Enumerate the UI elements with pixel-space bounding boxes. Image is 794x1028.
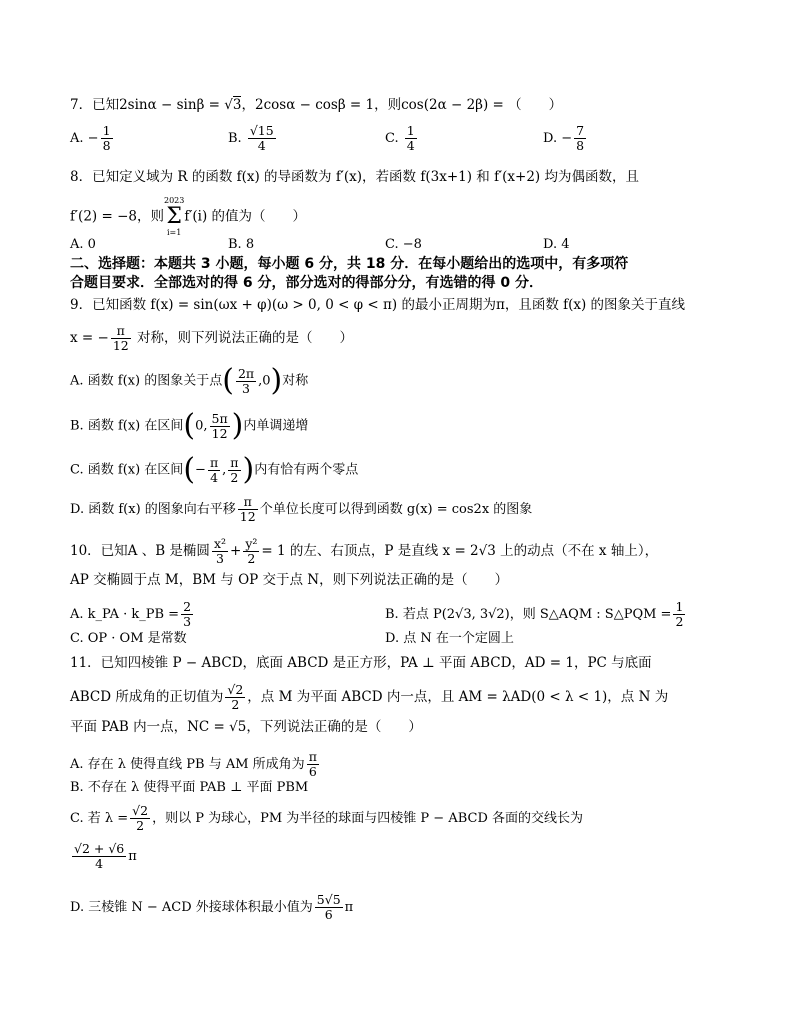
q8-option-c: C. −8 [385, 237, 422, 252]
denominator: 2 [231, 697, 240, 712]
denominator: 6 [308, 764, 317, 779]
option-text: π [128, 849, 137, 864]
fraction [130, 804, 150, 833]
sum-upper: 2023 [163, 196, 185, 205]
q11-line2-post: ，点 M 为平面 ABCD 内一点，且 AM = λAD(0 < λ < 1)，点 N 为 [247, 689, 669, 705]
q7-option-c [385, 124, 419, 153]
denominator: 3 [183, 614, 192, 629]
option-text: 内单调递增 [243, 418, 309, 434]
q7-prefix: 7．已知 [70, 97, 120, 113]
q7-cond2: ，2cosα − cosβ = 1，则 [241, 97, 402, 113]
fraction [228, 456, 240, 485]
fraction [208, 456, 220, 485]
option-text: D. 函数 f(x) 的图象向右平移 [70, 502, 236, 517]
denominator: 8 [102, 138, 111, 153]
fraction [210, 412, 230, 441]
q10-line1-post: = 1 的左、右顶点，P 是直线 x = 2√3 上的动点（不在 x 轴上）， [261, 543, 659, 559]
fraction [574, 124, 586, 153]
denominator: 3 [242, 380, 250, 396]
numerator: π [209, 454, 219, 470]
left-paren-icon: ( [183, 452, 196, 487]
q11-line2-pre: ABCD 所成角的正切值为 [70, 689, 224, 705]
denominator: 4 [210, 469, 219, 485]
fraction [181, 600, 193, 629]
q11-line2 [70, 683, 668, 712]
q7-cond1: 2sinα − sinβ = [119, 97, 225, 113]
q9-option-b: B. 函数 f(x) 在区间(0, $\frac{5\pi}{12}$ )内单调递增 [70, 408, 309, 443]
option-letter: C. [385, 131, 399, 146]
option-letter: B. [228, 131, 242, 146]
q10-option-b [385, 600, 687, 629]
denominator: 4 [95, 856, 104, 871]
option-sign: − [87, 131, 99, 146]
denominator: 6 [324, 907, 333, 922]
q11-option-a [70, 750, 321, 779]
q10-option-c: C. OP · OM 是常数 [70, 631, 187, 646]
option-text: 个单位长度可以得到函数 g(x) = cos2x 的图象 [259, 502, 533, 517]
q8-option-b: B. 8 [228, 237, 255, 252]
right-paren-icon: ) [270, 363, 283, 398]
option-text: A. 存在 λ 使得直线 PB 与 AM 所成角为 [70, 757, 305, 772]
fraction [307, 750, 319, 779]
q11-option-c [70, 804, 583, 833]
option-text: 对称 [282, 373, 309, 389]
numerator: 2 [183, 599, 192, 614]
numerator: π [230, 454, 239, 470]
left-paren-icon: ( [183, 408, 196, 443]
option-text: A. 函数 f(x) 的图象关于点 [70, 373, 223, 389]
denominator: 3 [215, 551, 224, 566]
fraction [101, 124, 113, 153]
fraction [248, 124, 276, 153]
option-text: B. 函数 f(x) 在区间 [70, 418, 184, 434]
q11-line1: 11．已知四棱锥 P − ABCD，底面 ABCD 是正方形，PA ⊥ 平面 ABCD，AD = 1，PC 与底面 [70, 655, 652, 671]
denominator: 12 [112, 338, 129, 353]
denominator: 12 [211, 425, 228, 441]
denominator: 2 [230, 469, 239, 485]
right-paren-icon: ) [242, 452, 255, 487]
numerator: 1 [102, 123, 111, 138]
option-text: B. 若点 P(2√3, 3√2)，则 S△AQM : S△PQM = [385, 607, 672, 622]
q11-option-c-cont [70, 842, 137, 871]
option-text: 内有恰有两个零点 [254, 462, 359, 478]
fraction [236, 367, 256, 396]
q7-stem [70, 96, 562, 114]
option-text: π [344, 900, 354, 915]
q7-option-b [228, 124, 278, 153]
q7-option-a [70, 124, 115, 153]
q8-option-d: D. 4 [543, 237, 570, 252]
numerator: π [111, 324, 131, 339]
fraction [72, 842, 126, 871]
fraction [111, 324, 131, 353]
numerator: 1 [675, 599, 684, 614]
q9-line2-post: 对称，则下列说法正确的是（ ） [132, 330, 354, 346]
q9-line2-pre: x = − [70, 330, 109, 346]
right-paren-icon: ) [231, 408, 244, 443]
sigma-icon: Σ [166, 204, 182, 229]
fraction [673, 600, 685, 629]
sum-lower: i=1 [166, 228, 182, 237]
numerator: y² [245, 536, 258, 551]
q11-option-b: B. 不存在 λ 使得平面 PAB ⊥ 平面 PBM [70, 780, 309, 795]
q7-option-d [543, 124, 588, 153]
option-text: D. 三棱锥 N − ACD 外接球体积最小值为 [70, 900, 313, 915]
denominator: 12 [239, 509, 256, 524]
numerator: 7 [576, 123, 585, 138]
q10-option-d: D. 点 N 在一个定圆上 [385, 631, 514, 646]
q9-option-c: C. 函数 f(x) 在区间(− $\frac{\pi}{4}$ , $\frac{\pi}{2}$ )内有恰有两个零点 [70, 452, 359, 487]
q9-line2 [70, 324, 353, 353]
numerator: 5π [211, 410, 228, 426]
numerator: 1 [406, 123, 415, 138]
q8-line2-pre: f′(2) = −8，则 [70, 208, 164, 225]
q8-line2-post: f′(i) 的值为（ ） [184, 208, 307, 225]
denominator: 4 [406, 138, 415, 153]
q8-option-a: A. 0 [70, 237, 96, 252]
numerator: 2π [237, 365, 255, 381]
option-sign: − [561, 131, 573, 146]
q7-target: cos(2α − 2β) = （ ） [401, 97, 563, 113]
q10-line1: 10．已知A 、B 是椭圆 $\frac{\text{x²}}{3}$ + $\frac{\text{y²}}{2}$ = 1 的左、右顶点，P 是直线 x = 2√3 上的动点（不在 x 轴上）， [70, 536, 659, 566]
q7-sqrt: √3 [224, 97, 242, 113]
denominator: 2 [675, 614, 684, 629]
q7-sqrt-radicand: 3 [232, 97, 242, 113]
section2-line2: 合题目要求．全部选对的得 6 分，部分选对的得部分分，有选错的得 0 分． [70, 275, 543, 291]
q11-option-d [70, 893, 353, 922]
option-text: C. 函数 f(x) 在区间 [70, 462, 184, 478]
numerator: √2 [227, 682, 244, 697]
fraction [405, 124, 417, 153]
denominator: 2 [136, 818, 145, 833]
numerator: 5√5 [316, 892, 341, 907]
q8-line2 [70, 196, 306, 238]
fraction [212, 537, 228, 566]
numerator: √15 [249, 123, 274, 138]
fraction [315, 893, 343, 922]
q9-line1: 9．已知函数 f(x) = sin(ωx + φ)(ω > 0, 0 < φ < π) 的最小正周期为π，且函数 f(x) 的图象关于直线 [70, 297, 686, 313]
option-text: C. 若 λ = [70, 811, 129, 826]
left-paren-icon: ( [222, 363, 234, 398]
numerator: x² [213, 536, 226, 551]
option-letter: D. [543, 131, 558, 146]
q10-line1-pre: 10．已知A 、B 是椭圆 [70, 543, 210, 559]
fraction [243, 537, 259, 566]
section2-line1: 二、选择题：本题共 3 小题，每小题 6 分，共 18 分．在每小题给出的选项中，有多项符 [70, 256, 629, 272]
option-text: ，则以 P 为球心，PM 为半径的球面与四棱锥 P − ABCD 各面的交线长为 [152, 811, 584, 826]
option-text: A. k_PA · k_PB = [70, 607, 180, 622]
summation-symbol [164, 196, 184, 238]
numerator: √2 [132, 803, 149, 818]
numerator: √2 + √6 [74, 841, 125, 856]
fraction [225, 683, 245, 712]
q10-line2: AP 交椭圆于点 M，BM 与 OP 交于点 N，则下列说法正确的是（ ） [70, 572, 509, 588]
denominator: 2 [247, 551, 256, 566]
q9-option-d [70, 495, 532, 524]
denominator: 8 [576, 138, 585, 153]
numerator: π [238, 495, 258, 510]
denominator: 4 [257, 138, 266, 153]
numerator: π [308, 749, 317, 764]
option-letter: A. [70, 131, 84, 146]
q9-option-a: A. 函数 f(x) 的图象关于点( $\frac{2\pi}{3}$ ,0)对称 [70, 363, 309, 398]
fraction [238, 495, 258, 524]
q8-line1: 8．已知定义域为 R 的函数 f(x) 的导函数为 f′(x)，若函数 f(3x+1) 和 f′(x+2) 均为偶函数，且 [70, 169, 639, 185]
q11-line3: 平面 PAB 内一点，NC = √5，下列说法正确的是（ ） [70, 719, 422, 735]
q10-option-a [70, 600, 195, 629]
